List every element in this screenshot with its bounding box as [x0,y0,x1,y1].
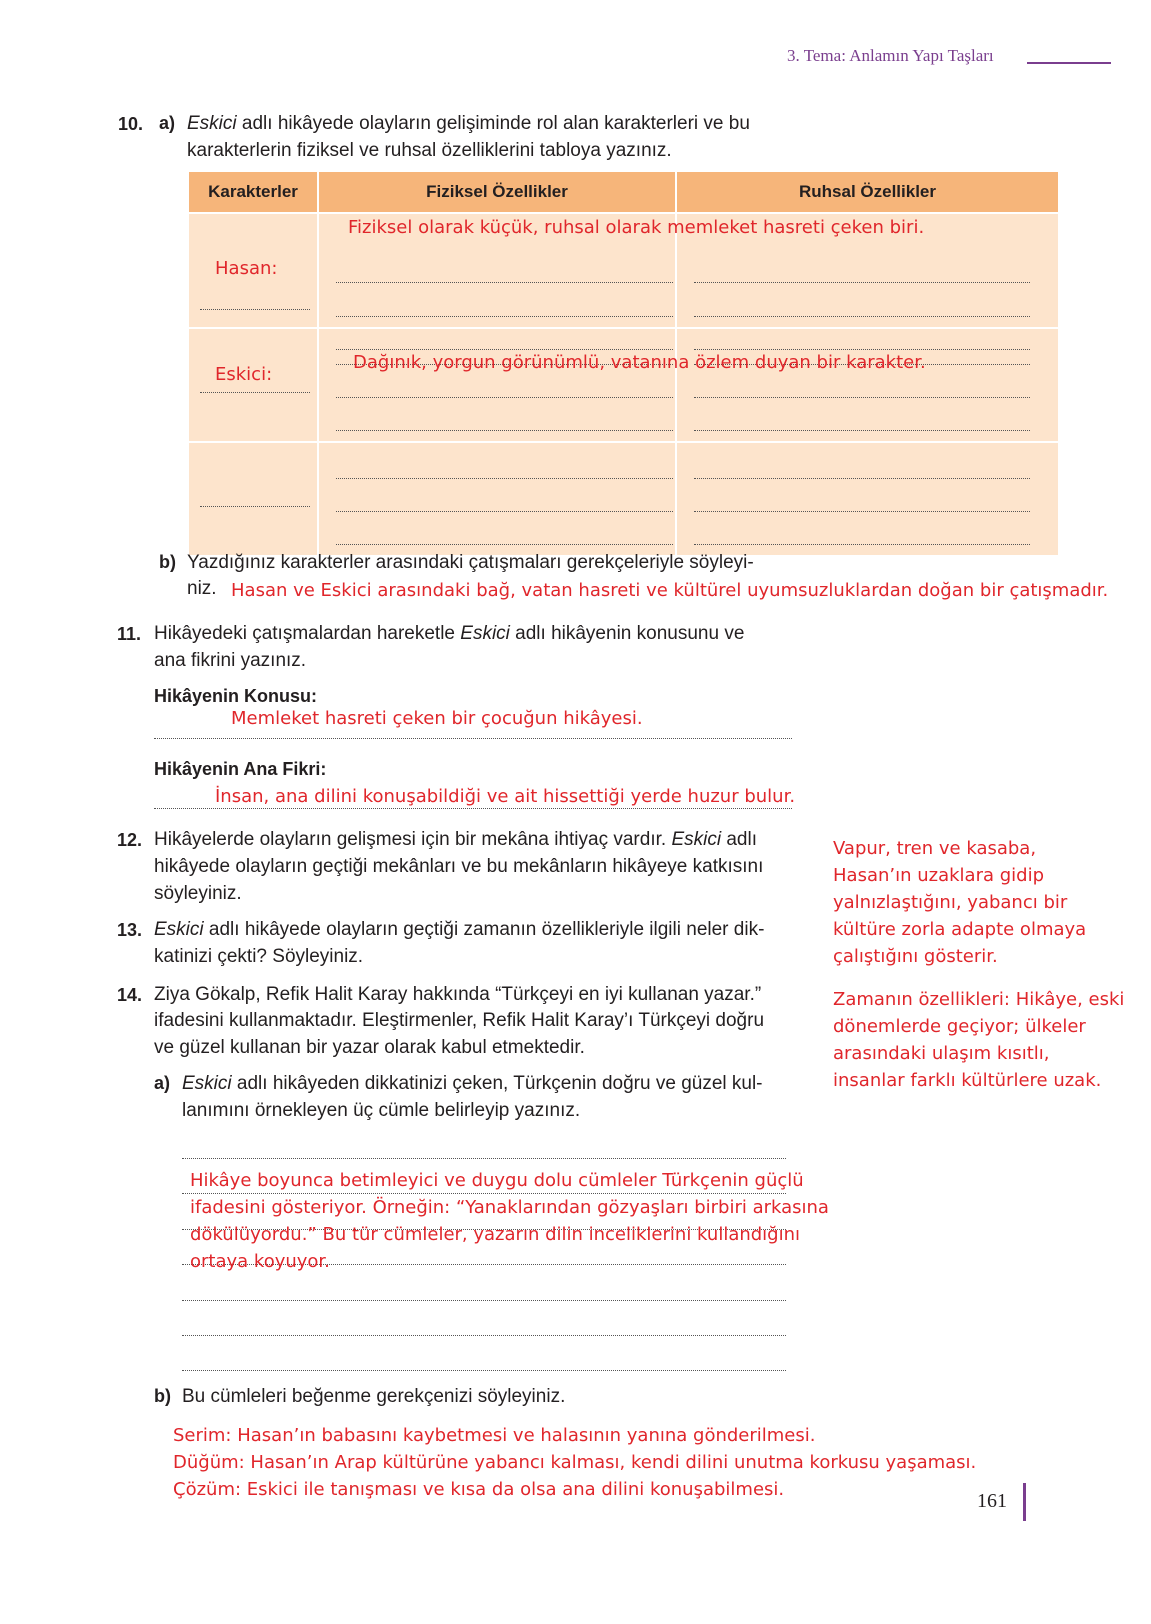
header-ruhsal: Ruhsal Özellikler [676,172,1058,213]
header-karakterler: Karakterler [189,172,318,213]
q13-answer [833,986,1124,1094]
answer-line [336,478,673,479]
answer-line [694,316,1030,317]
q11-number: 11. [117,624,142,644]
q13-italic: Eskici [154,919,204,940]
subject-label: Hikâyenin Konusu: [154,686,318,706]
answer-line: Hikâye boyunca betimleyici ve duygu dolu cümleler Türkçenin güçlü [190,1170,804,1191]
q12-line1 [154,826,804,853]
q12-answer [833,835,1086,970]
q14b-text: Bu cümleleri beğenme gerekçenizi söyleyiniz. [182,1386,566,1407]
q10a-label: a) [159,113,176,133]
cell-physical [318,328,676,442]
answer-line [336,544,673,545]
answer-line: yalnızlaştığını, yabancı bir [833,892,1068,913]
q14-line2: ifadesini kullanmaktadır. Eleştirmenler, Refik Halit Karay’ı Türkçeyi doğru [154,1010,765,1031]
q12-line2: hikâyede olayların geçtiği mekânları ve bu mekânların hikâyeye katkısını [154,856,764,877]
answer-line [336,349,673,350]
character-name: Hasan: [215,258,278,279]
cell-physical [318,442,676,555]
answer-line [200,392,310,393]
idea-answer: İnsan, ana dilini konuşabildiği ve ait hissettiği yerde huzur bulur. [215,786,796,807]
page-bar [1023,1483,1026,1521]
q10b-line1: Yazdığınız karakterler arasındaki çatışmaları gerekçeleriyle söyleyi- [187,552,754,573]
character-name: Eskici: [215,364,273,385]
answer-line: çalıştığını gösterir. [833,946,998,967]
q12-line1-b: adlı [721,829,757,850]
q14-line1: Ziya Gökalp, Refik Halit Karay hakkında “Türkçeyi en iyi kullanan yazar.” [154,984,762,1005]
answer-line [182,1335,786,1336]
answer-line: Çözüm: Eskici ile tanışması ve kısa da olsa ana dilini konuşabilmesi. [173,1479,785,1500]
answer-line [182,1300,786,1301]
q12-line1-a: Hikâyelerde olayların gelişmesi için bir mekâna ihtiyaç vardır. [154,829,672,850]
answer-line: insanlar farklı kültürlere uzak. [833,1070,1102,1091]
cell-character [189,213,318,328]
answer-line: ifadesini gösteriyor. Örneğin: “Yanaklarından gözyaşları birbiri arkasına [190,1197,829,1218]
q14b-label: b) [154,1386,171,1406]
q10a-line2: karakterlerin fiziksel ve ruhsal özelliklerini tabloya yazınız. [187,140,672,161]
table-header-row [189,172,1058,213]
table-row [189,328,1058,442]
answer-line [182,1370,786,1371]
q10a-line1 [187,110,807,137]
subject-line [154,738,792,739]
q12-number: 12. [117,830,143,850]
answer-line: Serim: Hasan’ın babasını kaybetmesi ve halasının yanına gönderilmesi. [173,1425,816,1446]
answer-line: dönemlerde geçiyor; ülkeler [833,1016,1086,1037]
cell-spiritual [676,328,1058,442]
idea-line [154,808,792,809]
cell-character [189,442,318,555]
q11-italic: Eskici [460,623,510,644]
cell-character [189,328,318,442]
answer-line: ortaya koyuyor. [190,1251,330,1272]
answer-line: Zamanın özellikleri: Hikâye, eski [833,989,1125,1010]
answer-line: kültüre zorla adapte olmaya [833,919,1087,940]
q14-line3: ve güzel kullanan bir yazar olarak kabul etmektedir. [154,1037,585,1058]
answer-line: arasındaki ulaşım kısıtlı, [833,1043,1050,1064]
answer-line [336,316,673,317]
q11-line1-b: adlı hikâyenin konusunu ve [509,623,745,644]
q14b-answer [173,1422,976,1503]
answer-line: Düğüm: Hasan’ın Arap kültürüne yabancı kalması, kendi dilini unutma korkusu yaşaması. [173,1452,977,1473]
answer-line [694,282,1030,283]
q11-line2: ana fikrini yazınız. [154,650,307,671]
answer-line [182,1158,786,1159]
q11-line1 [154,620,804,647]
answer-line [200,309,310,310]
answer-line: Vapur, tren ve kasaba, [833,838,1037,859]
answer-line [694,430,1030,431]
q11-line1-a: Hikâyedeki çatışmalardan hareketle [154,623,461,644]
chapter-title: 3. Tema: Anlamın Yapı Taşları [787,46,994,65]
answer-line: Hasan’ın uzaklara gidip [833,865,1045,886]
answer-line [694,544,1030,545]
subject-answer: Memleket hasreti çeken bir çocuğun hikâyesi. [231,708,643,729]
idea-label: Hikâyenin Ana Fikri: [154,759,327,779]
answer-line [694,511,1030,512]
q14a-italic: Eskici [182,1073,232,1094]
answer-line [336,511,673,512]
q14-number: 14. [117,985,143,1005]
header-fiziksel: Fiziksel Özellikler [318,172,676,213]
q13-line1-text: adlı hikâyede olayların geçtiği zamanın özellikleriyle ilgili neler dik- [203,919,765,940]
q12-line3: söyleyiniz. [154,883,242,904]
table-row [189,442,1058,555]
answer-line [336,430,673,431]
answer-line [694,349,1030,350]
answer-eskici: Dağınık, yorgun görünümlü, vatanına özlem duyan bir karakter. [353,352,926,373]
q14a-label: a) [154,1073,171,1093]
q10b-label: b) [159,552,176,572]
q14a-line2: lanımını örnekleyen üç cümle belirleyip yazınız. [182,1100,581,1121]
q12-italic: Eskici [671,829,722,850]
answer-line [200,506,310,507]
q13-number: 13. [117,920,143,940]
q14a-line1-text: adlı hikâyeden dikkatinizi çeken, Türkçenin doğru ve güzel kul- [231,1073,763,1094]
q14a-answer [190,1167,829,1275]
answer-line [336,282,673,283]
q10b-answer: Hasan ve Eskici arasındaki bağ, vatan hasreti ve kültürel uyumsuzluklardan doğan bir çatışmadır. [231,580,1109,601]
q13-line1 [154,916,804,943]
q10-number: 10. [118,114,144,134]
answer-line: dökülüyordu.” Bu tür cümleler, yazarın dilin inceliklerini kullandığını [190,1224,801,1245]
answer-line [336,397,673,398]
q14a-line1 [182,1070,802,1097]
answer-line [694,478,1030,479]
q10b-line2: niz. [187,578,217,599]
answer-hasan: Fiziksel olarak küçük, ruhsal olarak memleket hasreti çeken biri. [348,217,925,238]
header-rule [1027,62,1111,64]
q13-line2: katinizi çekti? Söyleyiniz. [154,946,364,967]
answer-line [694,397,1030,398]
q10a-line1-text: adlı hikâyede olayların gelişiminde rol alan karakterleri ve bu [236,113,750,134]
cell-spiritual [676,442,1058,555]
q10a-italic: Eskici [187,113,237,134]
page-number: 161 [977,1490,1007,1512]
